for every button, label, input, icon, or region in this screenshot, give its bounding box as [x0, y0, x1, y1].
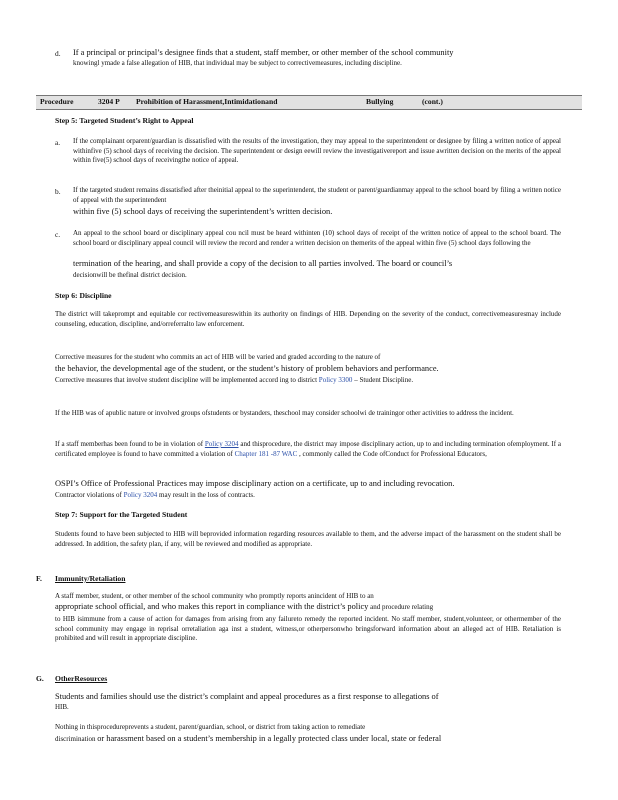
step6-p4b: OSPI’s Office of Professional Practices may impose disciplinary action on a certificate, up to and including revocation. [55, 479, 455, 488]
step6-p1: The district will takeprompt and equitable cor rectivemeasureswithin its authority on findings of HIB. Depending on the severity of the conduct, correctivemeasuresmay include counseling, education, discipline, and/orreferralto law enforcement. [55, 310, 561, 328]
policy-3300-link[interactable]: Policy 3300 [318, 376, 353, 384]
section-f-line2 [55, 602, 561, 613]
step6-p2c [55, 376, 561, 386]
step6-p4c [55, 491, 561, 501]
step6-p2c-text: Corrective measures that involve student discipline will be implemented accord ing to district [55, 376, 318, 384]
procedure-title: Prohibition of Harassment,Intimidationand [136, 97, 278, 106]
procedure-cont: (cont.) [422, 97, 443, 106]
procedure-label: Procedure [40, 97, 74, 106]
step5-a-label: a. [55, 138, 61, 147]
step6-heading: Step 6: Discipline [55, 291, 112, 300]
step6-p4 [55, 440, 561, 459]
policy-3204-link-2[interactable]: Policy 3204 [123, 491, 158, 499]
step6-p4-pre: If a staff memberhas been found to be in violation of [55, 440, 204, 448]
section-g-line3-pre: discrimination [55, 735, 96, 743]
item-d-label: d. [55, 49, 61, 58]
section-g-line3 [55, 734, 565, 745]
step6-p3: If the HIB was of apublic nature or involved groups ofstudents or bystanders, theschool may consider schoolwi de trainingor other activities to address the incident. [55, 409, 514, 417]
step6-p2c-post: – Student Discipline. [354, 376, 414, 384]
step5-c-text: An appeal to the school board or disciplinary appeal cou ncil must be heard withinten (10) school days of receipt of the written notice of appeal to the school board. The school board or disciplinary appeal council will review the record and render a written decision on themerits of the appeal within five (5) school days following the [73, 229, 561, 247]
step6-p4-post: , commonly called the Code ofConduct for Professional Educators, [299, 449, 487, 458]
item-d-line1: If a principal or principal’s designee finds that a student, staff member, or other member of the school community [73, 48, 454, 57]
step7-heading: Step 7: Support for the Targeted Student [55, 510, 188, 519]
step6-p4c-post: may result in the loss of contracts. [159, 491, 255, 499]
procedure-header-bar [36, 95, 582, 110]
procedure-title-bullying: Bullying [366, 97, 394, 106]
step6-p2: Corrective measures for the student who commits an act of HIB will be varied and graded according to the nature of [55, 353, 381, 361]
section-f-line3: to HIB isimmune from a cause of action for damages from arising from any failureto remedy the reported incident. No staff member, student,volunteer, or othermember of the school community may engage in reprisal orretaliation aga inst a student, witness,or otherpersonwho bringsforward information about an alleged act of HIB. Retaliation is prohibited and will result in appropriate discipline. [55, 615, 561, 643]
chapter-181-87-wac-link[interactable]: Chapter 181 -87 WAC [234, 449, 298, 458]
step6-p4c-pre: Contractor violations of [55, 491, 122, 499]
step5-c-label: c. [55, 230, 61, 239]
step5-c-text2: termination of the hearing, and shall provide a copy of the decision to all parties involved. The board or council’s [73, 259, 453, 268]
section-g-line3-post: or harassment based on a student’s membership in a legally protected class under local, state or federal [97, 734, 442, 743]
section-f-line2-pre: appropriate school official, and who makes this report in compliance with the district’s policy [55, 602, 369, 611]
item-d-line2: knowingl ymade a false allegation of HIB, that individual may be subject to correctivemeasures, including discipline. [73, 59, 402, 67]
section-g-heading: OtherResources [55, 674, 108, 683]
step7-text: Students found to have been subjected to HIB will beprovided information regarding resources available to them, and the adverse impact of the harassment on the student shall be addressed. In addition, the safety plan, if any, will be reviewed and modified as appropriate. [55, 530, 561, 548]
step5-heading: Step 5: Targeted Student’s Right to Appeal [55, 116, 194, 125]
section-g-line2: Nothing in thisprocedureprevents a student, parent/guardian, school, or district from taking action to remediate [55, 723, 366, 731]
section-f-line2-post: and procedure relating [370, 603, 434, 611]
step5-b-text: If the targeted student remains dissatisfied after theinitial appeal to the superintendent, the student or parent/guardianmay appeal to the school board by filing a written notice of appeal with the superintendent [73, 186, 561, 204]
step5-b-label: b. [55, 187, 61, 196]
section-f-heading: Immunity/Retaliation [55, 574, 126, 583]
section-g-line1: Students and families should use the district’s complaint and appeal procedures as a first response to allegations of [55, 692, 439, 701]
section-g-line1b: HIB. [55, 703, 69, 711]
procedure-number: 3204 P [98, 97, 120, 106]
step5-b-text2: within five (5) school days of receiving the superintendent’s written decision. [73, 207, 333, 216]
step6-p4-mid: and thisprocedure, the district may impose disciplinary action, up to and including termination ofemployment. If a certificated employee is found to have committed a violation of [55, 440, 561, 458]
section-f-label: F. [36, 574, 42, 583]
section-f-line1: A staff member, student, or other member of the school community who promptly reports anincident of HIB to an [55, 592, 374, 600]
policy-3204-link[interactable]: Policy 3204 [204, 440, 239, 448]
section-g-label: G. [36, 674, 44, 683]
step5-a-text: If the complainant orparent/guardian is dissatisfied with the results of the investigation, they may appeal to the superintendent or designee by filing a written notice of appeal withinfive (5) school days of receiving the decision. The superintendent or design eewill review the investigativereport and issue awritten decision on the merits of the appeal within five(5) school days of receivingthe notice of appeal. [73, 137, 561, 165]
step6-p2b: the behavior, the developmental age of the student, or the student’s history of problem behaviors and performance. [55, 364, 439, 373]
step5-c-text3: decisionwill be thefinal district decision. [73, 271, 187, 279]
